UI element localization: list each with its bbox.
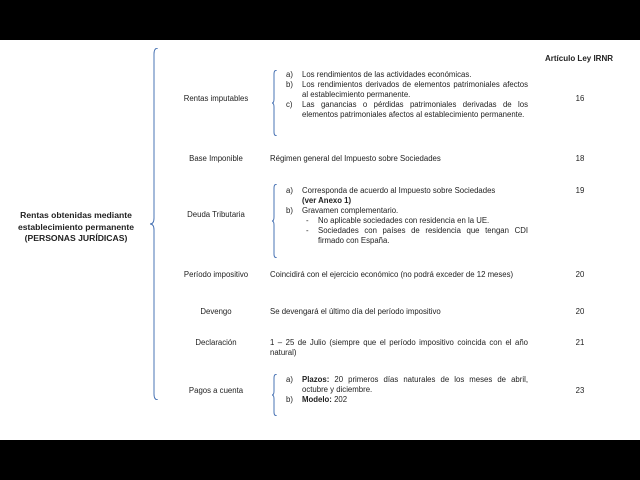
article-number: 19 [575,186,585,195]
row-label: Base Imponible [189,154,243,163]
sub-list-item: - Sociedades con países de residencia que tengan CDI firmado con España. [306,226,528,245]
main-title-line-2: establecimiento permanente [17,221,135,232]
row-content: Coincidirá con el ejercicio económico (no podrá exceder de 12 meses) [270,270,514,279]
article-number: 23 [575,386,585,395]
row-label: Rentas imputables [183,94,249,103]
row-content: 1 – 25 de Julio (siempre que el período impositivo coincida con el año natural) [270,338,528,357]
main-title-line-1: Rentas obtenidas mediante [20,210,132,220]
pagos-list [286,375,528,405]
row-brace [272,70,278,136]
row-brace [272,184,278,258]
row-label: Devengo [200,307,232,316]
row-content: Se devengará el último día del período impositivo [270,307,441,316]
deuda-list [286,186,528,246]
row-label: Declaración [195,338,237,347]
article-number: 21 [575,338,585,347]
list-item: b) Modelo: 202 [286,395,348,404]
main-brace [150,48,160,400]
main-title-line-3: (PERSONAS JURÍDICAS) [24,233,128,243]
article-number: 16 [575,94,585,103]
row-content: Régimen general del Impuesto sobre Sociedades [270,154,441,163]
column-header: Artículo Ley IRNR [544,54,613,63]
list-item: a) Plazos: 20 primeros días naturales de los meses de abril, octubre y diciembre. [286,375,528,394]
row-label: Deuda Tributaria [187,210,245,219]
list-item: b) Gravamen complementario. - No aplicable sociedades con residencia en la UE. - Sociedades con países de residencia que tengan CDI firmado con España. [286,206,528,245]
list-item: b) Los rendimientos derivados de elementos patrimoniales afectos al establecimiento permanente. [286,80,528,99]
sub-list-item: - No aplicable sociedades con residencia en la UE. [306,216,490,225]
list-item: c) Las ganancias o pérdidas patrimoniales derivadas de los elementos patrimoniales afectos al establecimiento permanente. [286,100,528,119]
main-title [6,210,146,245]
article-number: 20 [575,270,585,279]
list-item: a) Los rendimientos de las actividades económicas. [286,70,472,79]
list-item: a) Corresponda de acuerdo al Impuesto sobre Sociedades (ver Anexo 1) [286,186,496,205]
rentas-list [286,70,528,120]
row-label: Período impositivo [183,270,249,279]
row-label: Pagos a cuenta [188,386,244,395]
row-brace [272,374,278,416]
article-number: 18 [575,154,585,163]
article-number: 20 [575,307,585,316]
document-page [0,40,640,440]
